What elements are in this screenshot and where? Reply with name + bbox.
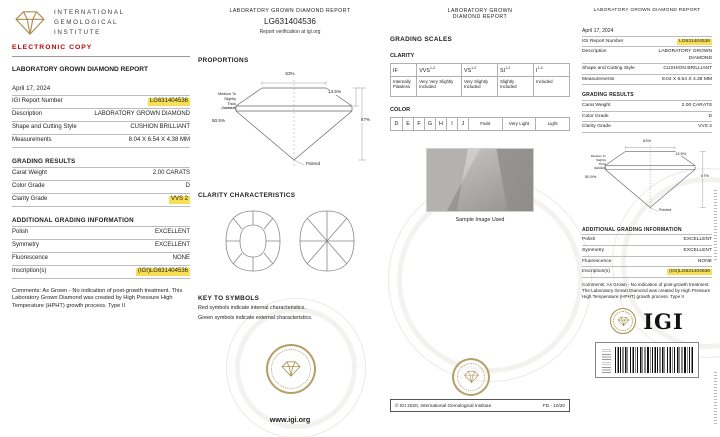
field-value: NONE — [697, 258, 712, 264]
sample-image-caption: Sample Image Used — [455, 216, 505, 223]
form-code: FD - 10/20 — [542, 403, 565, 408]
edge-microprint — [714, 188, 717, 260]
key-line: Red symbols indicate internal characteristics. — [198, 305, 306, 311]
field-label: Symmetry — [12, 242, 39, 248]
girdle-line: Slightly — [224, 96, 236, 101]
field-value: D — [708, 113, 712, 119]
website-link: www.igi.org — [269, 415, 311, 424]
diamond-icon — [617, 316, 630, 327]
field-value: EXCELLENT — [154, 229, 190, 235]
grading-results-title: GRADING RESULTS — [12, 154, 190, 168]
report-field-row — [12, 109, 190, 122]
additional-row — [582, 235, 712, 246]
proportions-diagram — [585, 139, 709, 220]
additional-row — [582, 257, 712, 268]
clarity-grade: VS — [463, 67, 472, 74]
additional-row — [12, 266, 190, 279]
gold-diamond-seal-icon — [610, 308, 636, 334]
crown-view-diagram — [224, 209, 282, 273]
report-title: LABORATORY GROWN DIAMOND REPORT — [12, 66, 149, 74]
girdle-line: Slightly — [596, 157, 606, 162]
electronic-copy-label: ELECTRONIC COPY — [12, 44, 190, 57]
field-value: 8.04 X 6.54 X 4.38 MM — [661, 76, 712, 82]
field-value: LABORATORY GROWN DIAMOND — [658, 49, 712, 61]
field-label: Fluorescence — [582, 258, 612, 264]
grading-scales-panel — [390, 8, 570, 426]
field-label: IGI Report Number — [12, 98, 63, 104]
grading-results-title: GRADING RESULTS — [582, 89, 712, 101]
clarity-grade: VVS — [419, 67, 430, 74]
key-line: Green symbols indicate external characteristics. — [198, 315, 313, 322]
panel3-header — [390, 8, 570, 20]
clarity-grade-range: 1-3 — [537, 66, 543, 70]
institute-line: INTERNATIONAL — [54, 9, 125, 16]
inscription-value: (IGI)LG631404536 — [137, 268, 188, 274]
depth-percent: 67% — [700, 172, 709, 178]
igi-logo — [582, 308, 712, 334]
field-value: CUSHION BRILLIANT — [130, 124, 190, 130]
comments-text: As Grown - No indication of post-growth treatment. This Laboratory Grown Diamond was created by High Pressure High Temperature (HPHT) growth process. Type II — [12, 287, 183, 310]
clarity-grade-value: VVS 2 — [170, 196, 188, 202]
comments-block — [12, 288, 190, 312]
report-date: April 17, 2024 — [582, 28, 614, 34]
clarity-grade: I — [536, 67, 538, 74]
clarity-plot-diagrams — [198, 209, 382, 273]
clarity-grade-range: 1-2 — [505, 66, 511, 70]
table-percent: 63% — [285, 71, 295, 76]
report-number-value: LG631404536 — [149, 98, 188, 104]
report-date-row — [12, 82, 190, 95]
clarity-grade-range: 1-2 — [471, 66, 477, 70]
field-label: Description — [582, 49, 607, 55]
clarity-scale-table — [390, 63, 570, 97]
girdle-line: Medium To — [218, 92, 236, 96]
sample-image — [427, 149, 533, 211]
additional-row — [582, 246, 712, 257]
key-to-symbols-title: KEY TO SYMBOLS — [198, 295, 260, 302]
girdle-label — [210, 92, 236, 111]
comments-label: Comments: — [582, 281, 606, 287]
additional-row — [12, 253, 190, 266]
grading-row — [12, 194, 190, 207]
institute-line: INSTITUTE — [54, 28, 101, 36]
report-field-row — [582, 64, 712, 75]
edge-microprint — [714, 372, 717, 424]
crown-percent: 13.5% — [675, 150, 687, 156]
key-to-symbols — [198, 295, 382, 322]
diamond-profile-diagram — [210, 72, 370, 176]
field-value: EXCELLENT — [683, 247, 712, 253]
field-label: Clarity Grade — [582, 124, 611, 130]
field-label: Clarity Grade — [12, 196, 48, 202]
color-letter: D — [394, 120, 399, 127]
comments-text: As Grown - No indication of post-growth treatment. The Laboratory Grown Diamond was created by High Pressure High Temperature (HPHT) growth process. Type II — [582, 281, 711, 300]
pavilion-percent: 50.5% — [212, 118, 226, 123]
barcode-microtext — [602, 347, 611, 373]
field-value: 8.04 X 6.54 X 4.38 MM — [128, 137, 190, 143]
grading-row — [12, 168, 190, 181]
verification-note: Report verification at igi.org — [259, 29, 321, 35]
report-field-row — [12, 135, 190, 148]
field-label: Measurements — [12, 137, 52, 143]
report-title: LABORATORY GROWN DIAMOND REPORT — [593, 8, 701, 13]
field-label: Polish — [582, 237, 596, 243]
clarity-grade-desc: Included — [536, 78, 553, 84]
proportions-diagram — [210, 72, 370, 176]
inscription-value: (IGI)LG631404536 — [669, 269, 710, 275]
field-label: Fluorescence — [12, 255, 49, 261]
field-label: Measurements — [582, 76, 615, 82]
color-letter: J — [457, 118, 468, 130]
girdle-line: Medium To — [590, 153, 606, 158]
girdle-label — [585, 154, 606, 170]
additional-grading-title: ADDITIONAL GRADING INFORMATION — [582, 224, 712, 236]
report-number-value: LG631404536 — [678, 38, 710, 44]
clarity-grade-desc: Slightly Included — [499, 78, 517, 90]
girdle-line: Thick — [598, 161, 606, 166]
additional-grading-title: ADDITIONAL GRADING INFORMATION — [12, 213, 190, 227]
grading-row — [582, 122, 712, 133]
field-value: 2.00 CARATS — [152, 170, 190, 176]
report-field-row — [582, 37, 712, 48]
field-value: LABORATORY GROWN DIAMOND — [94, 111, 190, 117]
clarity-characteristics-title: CLARITY CHARACTERISTICS — [198, 192, 296, 199]
girdle-line: (faceted) — [593, 165, 606, 170]
field-value: CUSHION BRILLIANT — [663, 66, 712, 72]
culet-label: Pointed — [659, 207, 672, 212]
clarity-grade-desc: Internally Flawless — [393, 78, 411, 90]
report-number: LG631404536 — [264, 17, 316, 26]
summary-stub-panel — [582, 8, 712, 432]
grading-row — [582, 112, 712, 123]
field-value: D — [185, 183, 190, 189]
field-value: VVS 2 — [698, 124, 712, 130]
color-letter: F — [413, 118, 424, 130]
report-field-row — [12, 96, 190, 109]
clarity-scale-column — [391, 64, 416, 96]
field-value: NONE — [172, 255, 190, 261]
proportions-title: PROPORTIONS — [198, 57, 249, 64]
clarity-grade: IF — [393, 67, 398, 74]
color-range: Faint — [468, 118, 502, 130]
field-label: Shape and Cutting Style — [12, 124, 77, 130]
report-date: April 17, 2024 — [12, 84, 51, 92]
report-title-line1: LABORATORY GROWN — [447, 8, 513, 14]
barcode-bars — [615, 347, 693, 373]
report-title-line2: DIAMOND REPORT — [452, 14, 508, 20]
igi-logotype: IGI — [643, 308, 684, 334]
girdle-line: Thick — [227, 101, 236, 106]
color-letter: H — [435, 118, 446, 130]
grading-row — [582, 101, 712, 112]
color-range: Very Light — [502, 118, 536, 130]
color-range: Light — [535, 118, 569, 130]
institute-line: GEMOLOGICAL — [54, 18, 119, 26]
field-label: IGI Report Number — [582, 38, 624, 44]
field-label: Carat Weight — [12, 170, 47, 176]
report-field-row — [582, 75, 712, 86]
diamond-icon — [12, 9, 48, 37]
main-report-panel — [12, 8, 190, 311]
proportions-panel — [198, 8, 382, 426]
additional-row — [12, 240, 190, 253]
table-percent: 63% — [642, 137, 652, 143]
report-date-row — [582, 26, 712, 37]
pavilion-view-diagram — [298, 209, 356, 273]
field-label: Symmetry — [582, 247, 605, 253]
grading-row — [12, 181, 190, 194]
panel2-header — [198, 8, 382, 35]
girdle-line: (faceted) — [221, 106, 236, 111]
crown-percent: 13.5% — [328, 89, 342, 94]
igi-logo — [12, 8, 190, 37]
field-label: Inscription(s) — [582, 269, 610, 275]
depth-percent: 67% — [360, 117, 370, 122]
copyright-text: © IGI 2020, International Gemological Institute — [395, 403, 492, 408]
diamond-profile-diagram — [585, 139, 709, 220]
clarity-grade-desc: Very Slightly Included — [463, 78, 489, 90]
report-title: LABORATORY GROWN DIAMOND REPORT — [229, 8, 351, 14]
clarity-grade: SI — [499, 67, 506, 74]
field-label: Inscription(s) — [12, 268, 47, 274]
field-label: Color Grade — [12, 183, 45, 189]
field-value: EXCELLENT — [683, 237, 712, 243]
report-field-row — [582, 47, 712, 64]
color-letter: I — [446, 118, 457, 130]
field-label: Description — [12, 111, 43, 117]
culet-label: Pointed — [306, 161, 321, 166]
clarity-scale-column — [461, 64, 497, 96]
pavilion-percent: 50.5% — [585, 173, 597, 179]
field-value: 2.00 CARATS — [681, 102, 712, 108]
field-label: Carat Weight — [582, 102, 611, 108]
clarity-scale-column — [497, 64, 533, 96]
color-scale-title: COLOR — [390, 106, 411, 113]
color-scale-table — [390, 117, 570, 131]
comments-label: Comments: — [12, 287, 42, 294]
grading-scales-title: GRADING SCALES — [390, 36, 453, 43]
institute-name — [54, 8, 125, 37]
clarity-scale-column — [533, 64, 569, 96]
field-label: Shape and Cutting Style — [582, 66, 635, 72]
comments-block — [582, 282, 712, 301]
color-letter: G — [424, 118, 435, 130]
field-value: EXCELLENT — [154, 242, 190, 248]
clarity-grade-desc: Very Very Slightly Included — [419, 78, 454, 90]
clarity-scale-column — [416, 64, 461, 96]
barcode — [595, 342, 699, 378]
color-letter: E — [402, 118, 413, 130]
field-label: Polish — [12, 229, 29, 235]
certificate-footer — [390, 399, 570, 412]
clarity-scale-title: CLARITY — [390, 53, 415, 59]
additional-row — [12, 227, 190, 240]
field-label: Color Grade — [582, 113, 609, 119]
additional-row — [582, 267, 712, 278]
clarity-grade-range: 1-2 — [430, 66, 436, 70]
report-field-row — [12, 122, 190, 135]
